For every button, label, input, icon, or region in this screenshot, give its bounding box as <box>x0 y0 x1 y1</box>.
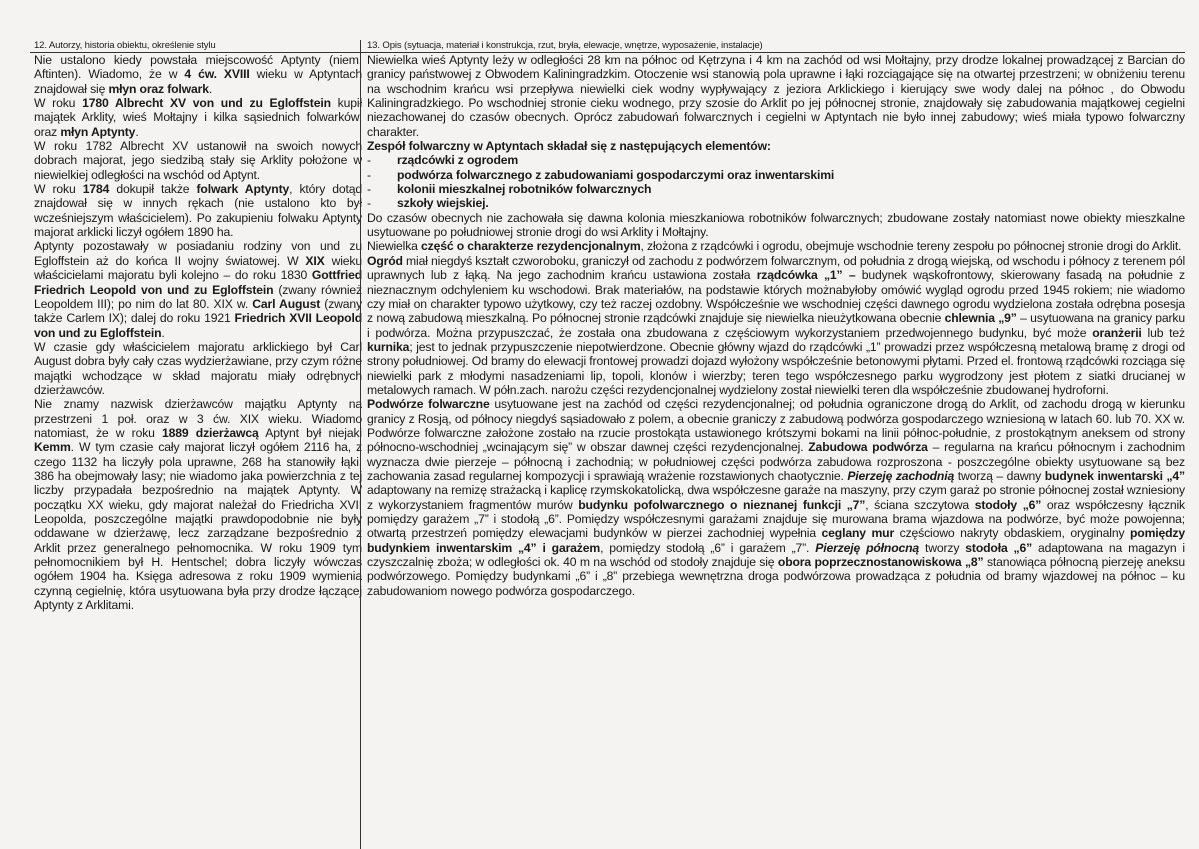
list-item-text: rządcówki z ogrodem <box>397 153 519 168</box>
paragraph: Niewielka część o charakterze rezydencjonalnym, złożona z rządcówki i ogrodu, obejmuje wschodnie tereny zespołu po północnej stronie drogi do Arklit. <box>367 239 1182 254</box>
elements-list <box>367 153 1185 210</box>
list-item-text: kolonii mieszkalnej robotników folwarcznych <box>397 182 652 197</box>
history-text <box>34 53 362 612</box>
description-paragraphs <box>367 211 1185 598</box>
list-marker: - <box>367 182 371 197</box>
description-header: 13. Opis (sytuacja, materiał i konstrukcja, rzut, bryła, elewacje, wnętrze, wyposażenie, instalacje) <box>361 40 1185 53</box>
list-item <box>367 153 1185 167</box>
list-item <box>367 182 1185 196</box>
list-item <box>367 196 1185 210</box>
paragraph: Do czasów obecnych nie zachowała się dawna kolonia mieszkaniowa robotników folwarcznych; zbudowane zostały natomiast nowe obiekty mieszkalne usytuowane po południowej stronie drogi do wsi Arklity i Mołtajny. <box>367 210 1185 240</box>
paragraph: Nie znamy nazwisk dzierżawców majątku Aptynty na przestrzeni 1 poł. oraz w 3 ćw. XIX wieku. Wiadomo natomiast, że w roku 1889 dzierżawcą Aptynt był niejaki Kemm. W tym czasie cały majorat liczył ogółem 2116 ha, z czego 1132 ha liczyły pola uprawne, 268 ha stanowiły łąki, 386 ha obejmowały lasy; nie wiadomo jaka powierzchnia z tej liczby przypadała bezpośrednio na majątek Aptynty. W początku XX wieku, gdy majorat należał do Friedricha XVII Leopolda, poszczególne majątki prawdopodobnie nie były oddawane w dzierżawę, lecz zarządzane bezpośrednio z Arklit przez generalnego pełnomocnika. W roku 1909 tym pełnomocnikiem był H. Hentschel; dobra liczyły wówczas ogółem 1904 ha. Księga adresowa z roku 1909 wymienia czynną cegielnię, która usytuowana była przy drodze łączącej Aptynty z Arklitami. <box>34 397 362 613</box>
list-marker: - <box>367 167 371 182</box>
list-marker: - <box>367 196 371 211</box>
list-marker: - <box>367 153 371 168</box>
paragraph: Ogród miał niegdyś kształt czworoboku, graniczył od zachodu z podwórzem folwarcznym, od południa z drogą wiejską, od wschodu i północy z terenem pól uprawnych lub z łąką. Na jego zachodnim krańcu ustawiona została rządcówka „1” – budynek wąskofrontowy, skierowany fasadą na południe z nieznacznym odchyleniem ku wschodowi. Brak materiałów, na podstawie których możnabyłoby omówić wygląd ogrodu przed 1945 rokiem; nie wiadomo czy miał on charakter typowo użytkowy, czy też raczej ozdobny. Współcześnie we wschodniej części dawnego ogrodu wydzielona została odrębna posesja z nową zabudową mieszkalną. Po północnej stronie rządcówki znajduje się niewielka nieużytkowana obecnie chlewnia „9” – usytuowana na granicy parku i podwórza. Można przypuszczać, że została ona zbudowana z częściowym wykorzystaniem przedwojennego budynku, być może oranżerii lub też kurnika; jest to jednak przypuszczenie niepotwierdzone. Obecnie główny wjazd do rządcówki „1” prowadzi przez współczesną metalową bramę z drogi od strony południowej. Od bramy do elewacji frontowej prowadzi dojazd wyłożony współcześnie betonowymi płytami. Przed el. frontową rządcówki rozciąga się niewielki park z młodymi nasadzeniami lip, topoli, klonów i wierzby; teren tego współczesnego parku wygrodzony jest płotem z siatki drucianej w metalowych ramach. W półn.zach. narożu części rezydencjonalnej wydzielony został niewielki teren dla współcześnie zbudowanej hydroforni. <box>367 253 1185 397</box>
paragraph: Aptynty pozostawały w posiadaniu rodziny von und zu Egloffstein aż do końca II wojny światowej. W XIX wieku właścicielami majoratu byli kolejno – do roku 1830 Gottfried Friedrich Leopold von und zu Egloffstein (zwany również Leopoldem III); po nim do lat 80. XIX w. Carl August (zwany także Carlem IX); dalej do roku 1921 Friedrich XVII Leopold von und zu Egloffstein. <box>34 239 362 340</box>
description-column <box>360 40 1185 849</box>
description-text <box>367 53 1185 598</box>
paragraph: W czasie gdy właścicielem majoratu arklickiego był Carl August dobra były cały czas wydzierżawiane, przy czym różne majątki wchodzące w skład majoratu miały odrębnych dzierżawców. <box>34 339 362 397</box>
list-item <box>367 168 1185 182</box>
paragraph: Podwórze folwarczne usytuowane jest na zachód od części rezydencjonalnej; od południa ograniczone drogą do Arklit, od zachodu drogą w kierunku granicy z Rosją, od północy niegdyś sąsiadowało z polem, a obecnie graniczy z zabudową podwórza gospodarczego wzniesioną w latach 60. lub 70. XX w. Podwórze folwarczne założone zostało na rzucie prostokąta ustawionego krótszymi bokami na linii północ-południe, z prostokątnym aneksem od strony północno-wschodniej „wcinającym się” w obszar dawnej części rezydencjonalnej. Zabudowa podwórza – regularna na krańcu północnym i zachodnim wyznacza dwie pierzeje – północną i zachodnią; w południowej części podwórza zabudowa rozproszona - poszczególne obiekty usytuowane są bez zachowania zasad regularnej kompozycji i sprawiają wrażenie rozstawionych chaotycznie. Pierzeję zachodnią tworzą – dawny budynek inwentarski „4” adaptowany na remizę strażacką i kaplicę rzymskokatolicką, dwa współczesne garaże na maszyny, przy czym garaż po stronie północnej został wzniesiony z wykorzystaniem fragmentów murów budynku pofolwarcznego o nieznanej funkcji „7”, ściana szczytowa stodoły „6” oraz współczesny łącznik pomiędzy garażem „7” i stodołą „6”. Pomiędzy współczesnymi garażami znajduje się murowana brama wjazdowa na podwórze, być może powojenna; otwartą przestrzeń pomiędzy elewacjami budynków w pierzei zachodniej wypełnia ceglany mur częściowo nakryty obdaskiem, oryginalny pomiędzy budynkiem inwentarskim „4” i garażem, pomiędzy stodołą „6” i garażem „7”. Pierzeję północną tworzy stodoła „6” adaptowana na magazyn i czyszczalnię zboża; w odległości ok. 40 m na wschód od stodoły znajduje się obora poprzecznostanowiskowa „8” stanowiąca północną pierzeję aneksu podwórzowego. Pomiędzy budynkami „6” i „8” przebiega wewnętrzna droga podwórzowa prowadząca z południa od bramy wjazdowej na północ – ku zabudowaniom nowego podwórza gospodarczego. <box>367 397 1185 598</box>
paragraph: W roku 1782 Albrecht XV ustanowił na swoich nowych dobrach majorat, jego siedzibą stały się Arklity położone w niewielkiej odległości na wschód od Aptynt. <box>34 139 362 182</box>
list-item-text: szkoły wiejskiej. <box>397 196 489 211</box>
paragraph: Nie ustalono kiedy powstała miejscowość Aptynty (niem. Aftinten). Wiadomo, że w 4 ćw. XVIII wieku w Aptyntach znajdował się młyn oraz folwark. <box>34 53 362 96</box>
history-column <box>30 40 362 849</box>
elements-list-title: Zespół folwarczny w Aptyntach składał się z następujących elementów: <box>367 139 771 154</box>
history-header: 12. Autorzy, historia obiektu, określenie stylu <box>30 40 362 53</box>
list-item-text: podwórza folwarcznego z zabudowaniami gospodarczymi oraz inwentarskimi <box>397 167 835 182</box>
description-intro: Niewielka wieś Aptynty leży w odległości 28 km na północ od Kętrzyna i 4 km na zachód od wsi Mołtajny, przy drodze lokalnej prowadzącej z Barcian do granicy państwowej z Obwodem Kaliningradzkim. Otoczenie wsi stanowią pola uprawne i łąki rozciągające się na otwartej przestrzeni; w obniżeniu terenu na wschodnim krańcu wsi przepływa niewielki ciek wodny wypływający z jeziora Arklickiego i kierujący swe wody dalej na północ , do Obwodu Kaliningradzkiego. Po wschodniej stronie cieku wodnego, przy szosie do Arklit po jej północnej stronie, znajdowały się zabudowania majątkowej cegielni niezachowanej do czasów obecnych. Oprócz zabudowań folwarcznych i cegielni w Aptyntach nie było innej zabudowy; wieś miała typowo folwarczny charakter. <box>367 53 1185 139</box>
paragraph: W roku 1780 Albrecht XV von und zu Egloffstein kupił majątek Arklity, wieś Mołtajny i kilka sąsiednich folwarków, oraz młyn Aptynty. <box>34 96 362 139</box>
paragraph: W roku 1784 dokupił także folwark Aptynty, który dotąd znajdował się w innych rękach (nie ustalono kto był wcześniejszym właścicielem). Po zakupieniu folwaku Aptynty majorat arklicki liczył ogółem 1890 ha. <box>34 182 362 240</box>
form-table <box>30 40 1185 849</box>
